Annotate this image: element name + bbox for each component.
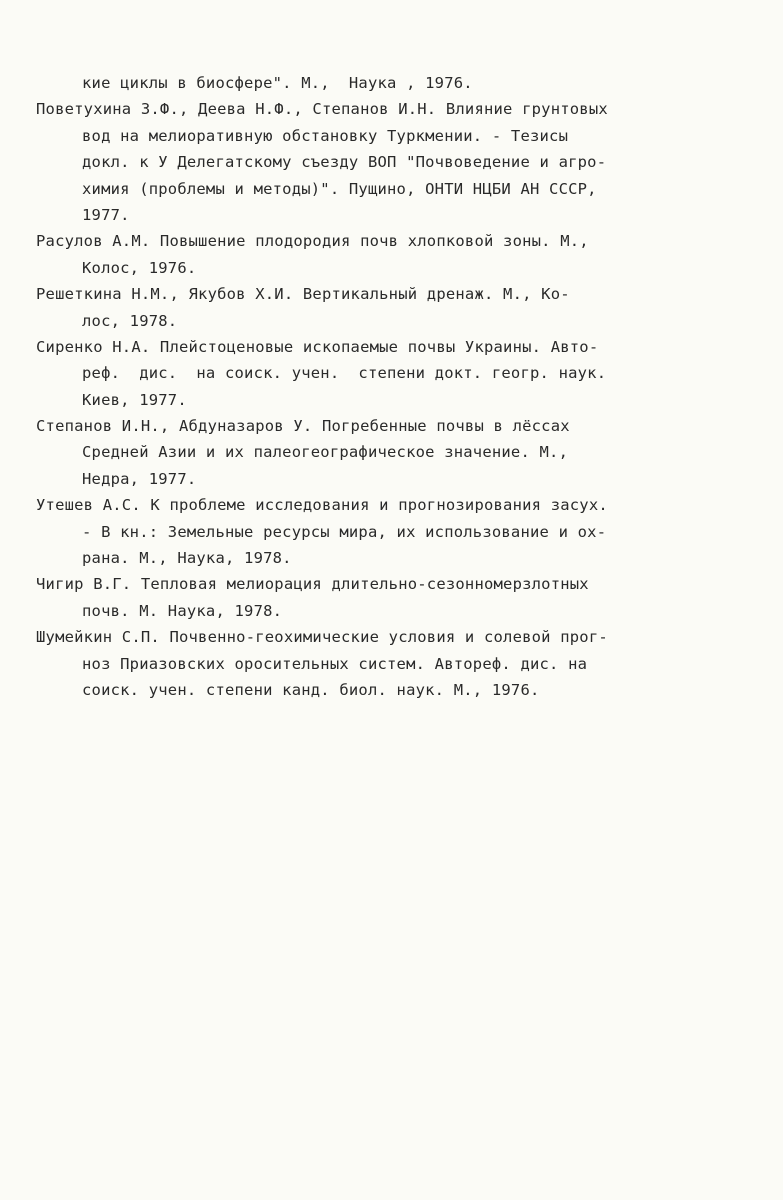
reference-entry-uteshev xyxy=(36,492,756,571)
reference-line: почв. М. Наука, 1978. xyxy=(82,601,283,620)
reference-line: Недра, 1977. xyxy=(82,469,197,488)
reference-line: реф. дис. на соиск. учен. степени докт. геогр. наук. xyxy=(82,364,607,383)
reference-list xyxy=(36,70,756,703)
reference-line: Решеткина Н.М., Якубов Х.И. Вертикальный дренаж. М., Ко- xyxy=(36,285,570,304)
reference-line: соиск. учен. степени канд. биол. наук. М., 1976. xyxy=(82,680,540,699)
reference-line: Степанов И.Н., Абдуназаров У. Погребенные почвы в лёссах xyxy=(36,417,570,436)
reference-entry-shumeikin xyxy=(36,624,756,703)
reference-line: 1977. xyxy=(82,205,130,224)
reference-line: Сиренко Н.А. Плейстоценовые ископаемые почвы Украины. Авто- xyxy=(36,337,599,356)
reference-line: докл. к У Делегатскому съезду ВОП "Почвоведение и агро- xyxy=(82,153,607,172)
reference-line: кие циклы в биосфере". М., Наука , 1976. xyxy=(82,74,473,92)
reference-line: Киев, 1977. xyxy=(82,390,187,409)
reference-line: лос, 1978. xyxy=(82,311,178,330)
reference-line: Расулов А.М. Повышение плодородия почв хлопковой зоны. М., xyxy=(36,232,589,251)
reference-entry-stepanov xyxy=(36,413,756,492)
reference-line: Утешев А.С. К проблеме исследования и прогнозирования засух. xyxy=(36,496,608,515)
reference-line: химия (проблемы и методы)". Пущино, ОНТИ НЦБИ АН СССР, xyxy=(82,179,597,198)
reference-line: Колос, 1976. xyxy=(82,258,197,277)
reference-entry-sirenko xyxy=(36,334,756,413)
reference-line: ноз Приазовских оросительных систем. Автореф. дис. на xyxy=(82,654,588,673)
reference-entry-reshetkina xyxy=(36,281,756,334)
reference-entry-rasulov xyxy=(36,228,756,281)
reference-line: Шумейкин С.П. Почвенно-геохимические условия и солевой прог- xyxy=(36,628,608,647)
reference-line: - В кн.: Земельные ресурсы мира, их использование и ох- xyxy=(82,522,607,541)
reference-line: Средней Азии и их палеогеографическое значение. М., xyxy=(82,443,569,462)
reference-line: Поветухина З.Ф., Деева Н.Ф., Степанов И.Н. Влияние грунтовых xyxy=(36,100,608,119)
reference-entry-continuation xyxy=(36,70,756,96)
reference-line: вод на мелиоративную обстановку Туркмении. - Тезисы xyxy=(82,126,569,145)
reference-entry-povetuhina xyxy=(36,96,756,228)
reference-entry-chigir xyxy=(36,571,756,624)
reference-line: Чигир В.Г. Тепловая мелиорация длительно-сезонномерзлотных xyxy=(36,575,589,594)
reference-line: рана. М., Наука, 1978. xyxy=(82,549,292,568)
